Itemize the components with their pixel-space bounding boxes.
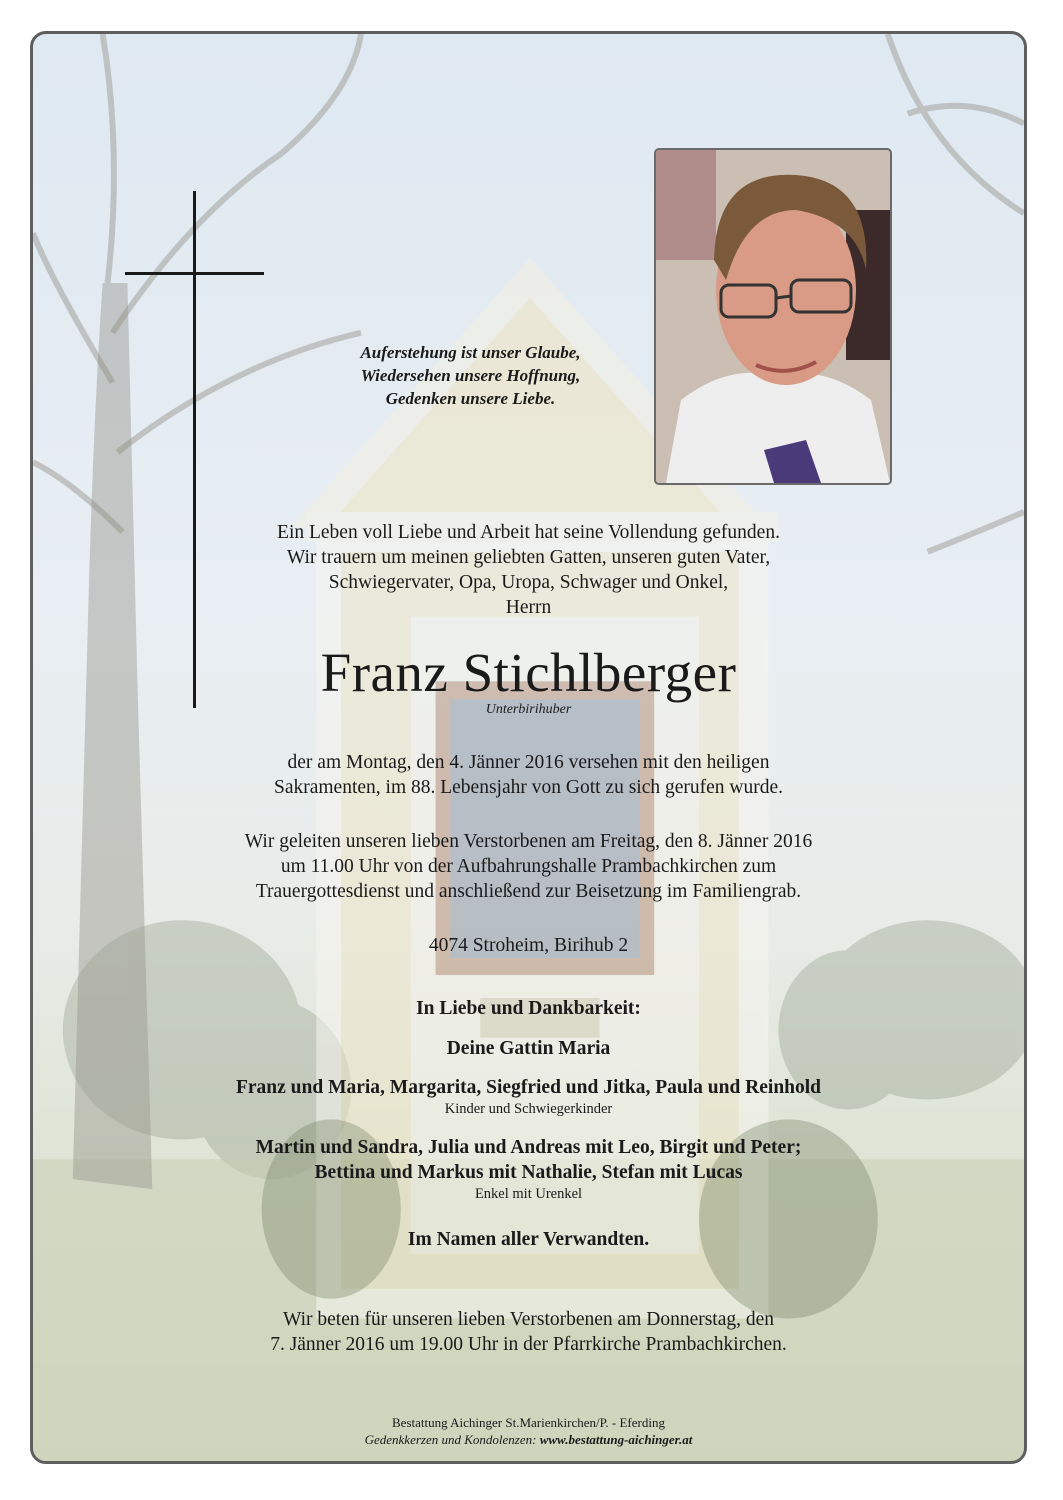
footer-website-link[interactable]: www.bestattung-aichinger.at xyxy=(539,1432,693,1447)
mourners-heading: In Liebe und Dankbarkeit: xyxy=(416,998,641,1019)
address: 4074 Stroheim, Birihub 2 xyxy=(428,935,629,956)
grandchildren-line: Bettina und Markus mit Nathalie, Stefan mit Lucas xyxy=(314,1162,743,1183)
grandchildren-line: Martin und Sandra, Julia und Andreas mit Leo, Birgit und Peter; xyxy=(255,1137,802,1158)
cross-icon xyxy=(193,191,196,708)
mourner-grandchildren-caption: Enkel mit Urenkel xyxy=(474,1186,583,1202)
notice-content xyxy=(33,34,1024,1461)
portrait-photo xyxy=(654,148,892,485)
motto-line: Gedenken unsere Liebe. xyxy=(385,389,556,408)
mourner-spouse: Deine Gattin Maria xyxy=(446,1038,611,1059)
footer-condolences xyxy=(33,1432,1024,1448)
motto xyxy=(288,341,653,410)
motto-line: Wiedersehen unsere Hoffnung, xyxy=(360,366,581,385)
death-notice xyxy=(33,750,1024,800)
intro-line: Ein Leben voll Liebe und Arbeit hat seine Vollendung gefunden. xyxy=(277,522,780,543)
cross-icon-bar xyxy=(125,272,264,275)
footer-condolences-label: Gedenkkerzen und Kondolenzen: xyxy=(364,1432,540,1447)
prayer-notice xyxy=(33,1307,1024,1357)
deceased-name: Franz Stichlberger xyxy=(320,642,737,703)
mourner-children: Franz und Maria, Margarita, Siegfried und Jitka, Paula und Reinhold xyxy=(235,1077,822,1098)
funeral-line: um 11.00 Uhr von der Aufbahrungshalle Prambachkirchen zum xyxy=(280,856,777,877)
deceased-nickname: Unterbirihuber xyxy=(485,702,572,717)
intro-line: Wir trauern um meinen geliebten Gatten, unseren guten Vater, xyxy=(286,547,771,568)
mourner-grandchildren xyxy=(33,1135,1024,1185)
notice-frame xyxy=(30,31,1027,1464)
mourners-closing: Im Namen aller Verwandten. xyxy=(407,1229,650,1250)
funeral-details xyxy=(33,829,1024,904)
mourner-children-caption: Kinder und Schwiegerkinder xyxy=(444,1101,613,1117)
funeral-line: Trauergottesdienst und anschließend zur Beisetzung im Familiengrab. xyxy=(255,881,802,902)
funeral-line: Wir geleiten unseren lieben Verstorbenen am Freitag, den 8. Jänner 2016 xyxy=(244,831,813,852)
footer-funeral-home: Bestattung Aichinger St.Marienkirchen/P. - Eferding xyxy=(392,1415,665,1430)
motto-line: Auferstehung ist unser Glaube, xyxy=(360,343,581,362)
prayer-line: 7. Jänner 2016 um 19.00 Uhr in der Pfarrkirche Prambachkirchen. xyxy=(270,1334,787,1355)
intro-line: Schwiegervater, Opa, Uropa, Schwager und Onkel, xyxy=(328,572,729,593)
death-notice-line: der am Montag, den 4. Jänner 2016 versehen mit den heiligen xyxy=(287,752,770,773)
intro-line: Herrn xyxy=(505,597,552,618)
intro-text xyxy=(33,520,1024,620)
death-notice-line: Sakramenten, im 88. Lebensjahr von Gott zu sich gerufen wurde. xyxy=(273,777,784,798)
prayer-line: Wir beten für unseren lieben Verstorbenen am Donnerstag, den xyxy=(282,1309,775,1330)
